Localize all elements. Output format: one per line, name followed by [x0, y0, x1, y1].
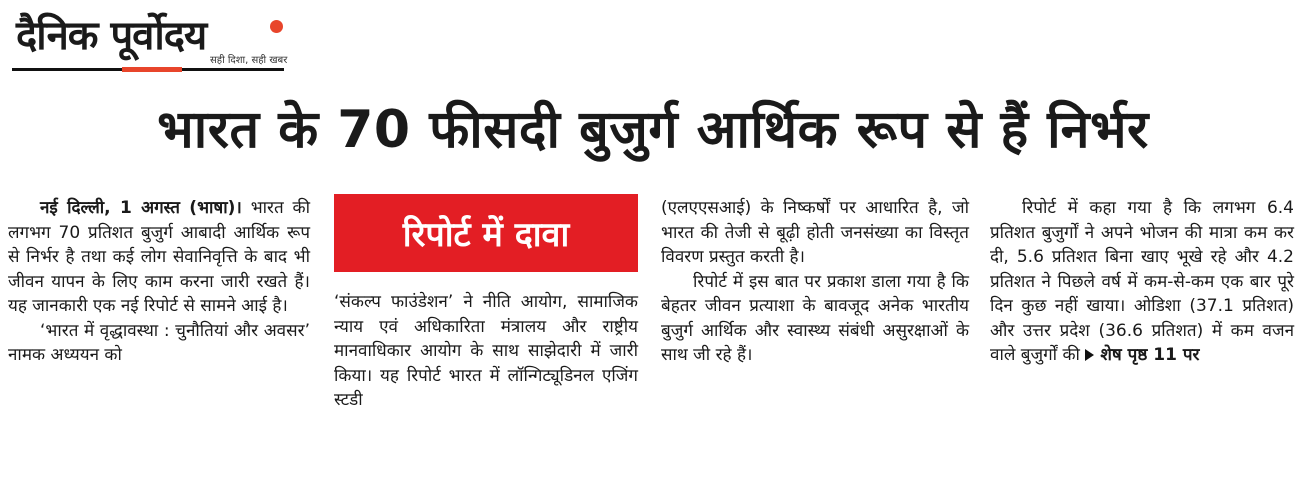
article-column-4	[990, 196, 1294, 368]
article-column-2	[334, 290, 638, 413]
continued-on-page[interactable]	[1085, 345, 1199, 365]
paragraph: ‘संकल्प फाउंडेशन’ ने नीति आयोग, सामाजिक न्याय एवं अधिकारिता मंत्रालय और राष्ट्रीय मानवाधिकार आयोग के साथ साझेदारी में जारी किया। यह रिपोर्ट भारत में लॉन्गिट्यूडिनल एजिंग स्टडी	[334, 292, 638, 410]
masthead	[12, 6, 302, 76]
paragraph: रिपोर्ट में इस बात पर प्रकाश डाला गया है कि बेहतर जीवन प्रत्याशा के बावजूद अनेक भारतीय बुजुर्ग आर्थिक और स्वास्थ्य संबंधी असुरक्षाओं के साथ जी रहे हैं।	[661, 271, 969, 365]
article-column-1	[8, 196, 310, 368]
dateline: नई दिल्ली, 1 अगस्त (भाषा)।	[40, 198, 242, 218]
highlight-badge: रिपोर्ट में दावा	[334, 194, 638, 272]
masthead-rule-accent	[122, 67, 182, 72]
paragraph: ‘भारत में वृद्धावस्था : चुनौतियां और अवसर’ नामक अध्ययन को	[8, 320, 310, 365]
article-column-3	[661, 196, 969, 368]
newspaper-logo: दैनिक पूर्वोदय	[16, 13, 207, 59]
paragraph: (एलएएसआई) के निष्कर्षों पर आधारित है, जो भारत की तेजी से बूढ़ी होती जनसंख्या का विस्तृत विवरण प्रस्तुत करती है।	[661, 198, 969, 267]
logo-tagline: सही दिशा, सही खबर	[210, 55, 288, 66]
paragraph: भारत की लगभग 70 प्रतिशत बुजुर्ग आबादी आर्थिक रूप से निर्भर है तथा कई लोग सेवानिवृत्ति के बाद भी जीवन यापन के लिए काम करना जारी रखते हैं। यह जानकारी एक नई रिपोर्ट से सामने आई है।	[8, 198, 310, 316]
headline: भारत के 70 फीसदी बुजुर्ग आर्थिक रूप से हैं निर्भर	[157, 100, 1149, 160]
paragraph: रिपोर्ट में कहा गया है कि लगभग 6.4 प्रतिशत बुजुर्गों ने अपने भोजन की मात्रा कम कर दी, 5.6 प्रतिशत बिना खाए भूखे रहे और 4.2 प्रतिशत ने पिछले वर्ष में कम-से-कम एक बार पूरे दिन कुछ नहीं खाया। ओडिशा (37.1 प्रतिशत) और उत्तर प्रदेश (36.6 प्रतिशत) में कम वजन वाले बुजुर्गों की	[990, 198, 1294, 365]
logo-dot-icon	[270, 20, 283, 33]
arrow-right-icon	[1085, 349, 1094, 361]
continued-label: शेष पृष्ठ 11 पर	[1100, 345, 1200, 365]
